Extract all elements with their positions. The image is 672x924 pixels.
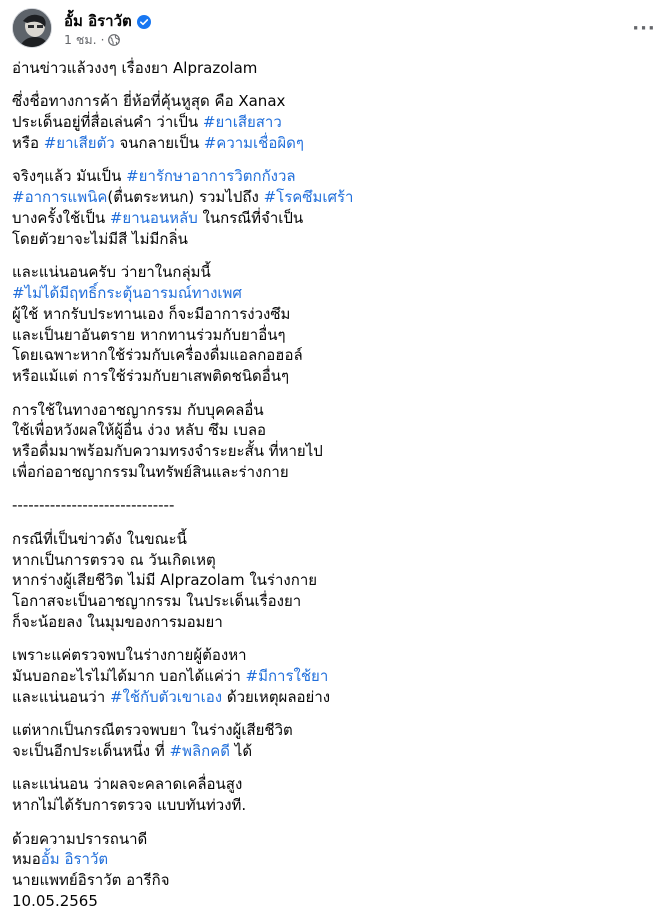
post-text: (ตื่นตระหนก) รวมไปถึง — [107, 188, 264, 207]
post-paragraph — [12, 829, 652, 912]
post-paragraph — [12, 91, 652, 153]
hashtag-link[interactable]: #ความเชื่อผิดๆ — [203, 133, 304, 152]
post-line — [12, 400, 652, 421]
post-line — [12, 795, 652, 816]
post-paragraph — [12, 774, 652, 816]
post-text: เพราะแค่ตรวจพบในร่างกายผู้ต้องหา — [12, 646, 247, 665]
post-text: บางครั้งใช้เป็น — [12, 208, 110, 227]
post-text: โดยตัวยาจะไม่มีสี ไม่มีกลิ่น — [12, 229, 188, 248]
hashtag-link[interactable]: #โรคซึมเศร้า — [263, 188, 354, 207]
post-line — [12, 112, 652, 133]
hashtag-link[interactable]: #ไม่ได้มีฤทธิ์กระตุ้นอารมณ์ทางเพศ — [12, 283, 242, 302]
post-line — [12, 208, 652, 229]
post-line — [12, 283, 652, 304]
post-text: และเป็นยาอันตราย หากทานร่วมกับยาอื่นๆ — [12, 325, 286, 344]
post-line — [12, 774, 652, 795]
post-text: จริงๆแล้ว มันเป็น — [12, 167, 127, 186]
post-timestamp[interactable]: 1 ชม. — [64, 32, 97, 47]
post-line — [12, 133, 652, 154]
post-meta — [64, 30, 120, 50]
post-line — [12, 366, 652, 387]
post-paragraph — [12, 58, 652, 79]
hashtag-link[interactable]: #พลิกคดี — [169, 742, 231, 761]
post-text: นายแพทย์อิราวัต อารีกิจ — [12, 871, 170, 890]
hashtag-link[interactable]: #อาการแพนิค — [12, 188, 108, 207]
post-text: ผู้ใช้ หากรับประทานเอง ก็จะมีอาการง่วงซึม — [12, 304, 291, 323]
post-text: และแน่นอนครับ ว่ายาในกลุ่มนี้ — [12, 263, 211, 282]
post-text: และแน่นอนว่า — [12, 687, 110, 706]
post-paragraph — [12, 529, 652, 633]
post-text: หมอ — [12, 850, 41, 869]
post-line — [12, 891, 652, 912]
post-line — [12, 829, 652, 850]
post-text: แต่หากเป็นกรณีตรวจพบยา ในร่างผู้เสียชีวิต — [12, 721, 293, 740]
post-text: การใช้ในทางอาชญากรรม กับบุคคลอื่น — [12, 400, 264, 419]
post-line — [12, 570, 652, 591]
post-paragraph — [12, 400, 652, 483]
post-line — [12, 591, 652, 612]
hashtag-link[interactable]: #ใช้กับตัวเขาเอง — [109, 687, 223, 706]
post-text: ก็จะน้อยลง ในมุมของการมอมยา — [12, 612, 223, 631]
hashtag-link[interactable]: #มีการใช้ยา — [245, 667, 329, 686]
avatar-photo — [13, 9, 52, 48]
post-line — [12, 262, 652, 283]
post-line — [12, 687, 652, 708]
post-text: หากเป็นการตรวจ ณ วันเกิดเหตุ — [12, 550, 216, 569]
post-line — [12, 304, 652, 325]
verified-badge-icon — [137, 14, 151, 28]
post-line — [12, 462, 652, 483]
post-line — [12, 187, 652, 208]
hashtag-link[interactable]: #ยานอนหลับ — [109, 208, 198, 227]
post-line — [12, 91, 652, 112]
post-line — [12, 741, 652, 762]
more-options-icon[interactable]: ··· — [632, 17, 656, 39]
post-text: กรณีที่เป็นข่าวดัง ในขณะนี้ — [12, 529, 187, 548]
post-text: จะเป็นอีกประเด็นหนึ่ง ที่ — [12, 742, 170, 761]
post-text: เพื่อก่ออาชญากรรมในทรัพย์สินและร่างกาย — [12, 462, 289, 481]
post-text: หรือแม้แต่ การใช้ร่วมกับยาเสพติดชนิดอื่นๆ — [12, 367, 290, 386]
post-line — [12, 345, 652, 366]
post-line — [12, 612, 652, 633]
post-line — [12, 166, 652, 187]
post-text: อ่านข่าวแล้วงงๆ เรื่องยา Alprazolam — [12, 59, 258, 77]
post-text: จนกลายเป็น — [114, 133, 204, 152]
post-paragraph — [12, 262, 652, 387]
post-paragraph — [12, 645, 652, 707]
hashtag-link[interactable]: #ยาเสียตัว — [43, 133, 115, 152]
post-text: โดยเฉพาะหากใช้ร่วมกับเครื่องดื่มแอลกอฮอล์ — [12, 346, 303, 365]
author-avatar[interactable] — [12, 8, 52, 48]
post-text: 10.05.2565 — [12, 892, 98, 911]
post-paragraph — [12, 495, 652, 516]
post-text: หากไม่ได้รับการตรวจ แบบทันท่วงที. — [12, 796, 247, 815]
hashtag-link[interactable]: อั้ม อิราวัต — [40, 850, 109, 869]
post-text: ได้ — [230, 742, 253, 761]
post-body — [12, 58, 652, 924]
hashtag-link[interactable]: #ยารักษาอาการวิตกกังวล — [126, 167, 296, 186]
post-line — [12, 495, 652, 516]
post-text: ใช้เพื่อหวังผลให้ผู้อื่น ง่วง หลับ ซึม เบลอ — [12, 421, 267, 440]
post-text: หรือ — [12, 133, 44, 152]
post-text: ด้วยเหตุผลอย่าง — [222, 687, 331, 706]
post-line — [12, 720, 652, 741]
post-line — [12, 529, 652, 550]
post-header — [12, 8, 660, 48]
post-text: หรือดื่มมาพร้อมกับความทรงจำระยะสั้น ที่หายไป — [12, 442, 323, 461]
post-line — [12, 441, 652, 462]
post-text: และแน่นอน ว่าผลจะคลาดเคลื่อนสูง — [12, 775, 243, 794]
post-text: มันบอกอะไรไม่ได้มาก บอกได้แค่ว่า — [12, 667, 246, 686]
post-text: โอกาสจะเป็นอาชญากรรม ในประเด็นเรื่องยา — [12, 592, 302, 611]
divider-line: ------------------------------ — [12, 496, 175, 515]
post-line — [12, 550, 652, 571]
post-text: ซึ่งชื่อทางการค้า ยี่ห้อที่คุ้นหูสุด คือ Xanax — [12, 92, 286, 111]
post-line — [12, 666, 652, 687]
post-text: ด้วยความปรารถนาดี — [12, 829, 148, 848]
post-text: ประเด็นอยู่ที่สื่อเล่นคำ ว่าเป็น — [12, 113, 203, 132]
post-text: หากร่างผู้เสียชีวิต ไม่มี Alprazolam ในร่างกาย — [12, 571, 318, 590]
post-line — [12, 870, 652, 891]
globe-icon[interactable] — [108, 34, 120, 46]
hashtag-link[interactable]: #ยาเสียสาว — [202, 113, 282, 132]
post-line — [12, 645, 652, 666]
post-line — [12, 229, 652, 250]
post-text: ในกรณีที่จำเป็น — [197, 208, 304, 227]
post-line — [12, 849, 652, 870]
meta-separator: · — [100, 33, 105, 47]
post-paragraph — [12, 720, 652, 762]
author-name[interactable]: อั้ม อิราวัต — [64, 12, 132, 30]
post-paragraph — [12, 166, 652, 249]
post-line — [12, 325, 652, 346]
post-line — [12, 58, 652, 79]
post-line — [12, 420, 652, 441]
